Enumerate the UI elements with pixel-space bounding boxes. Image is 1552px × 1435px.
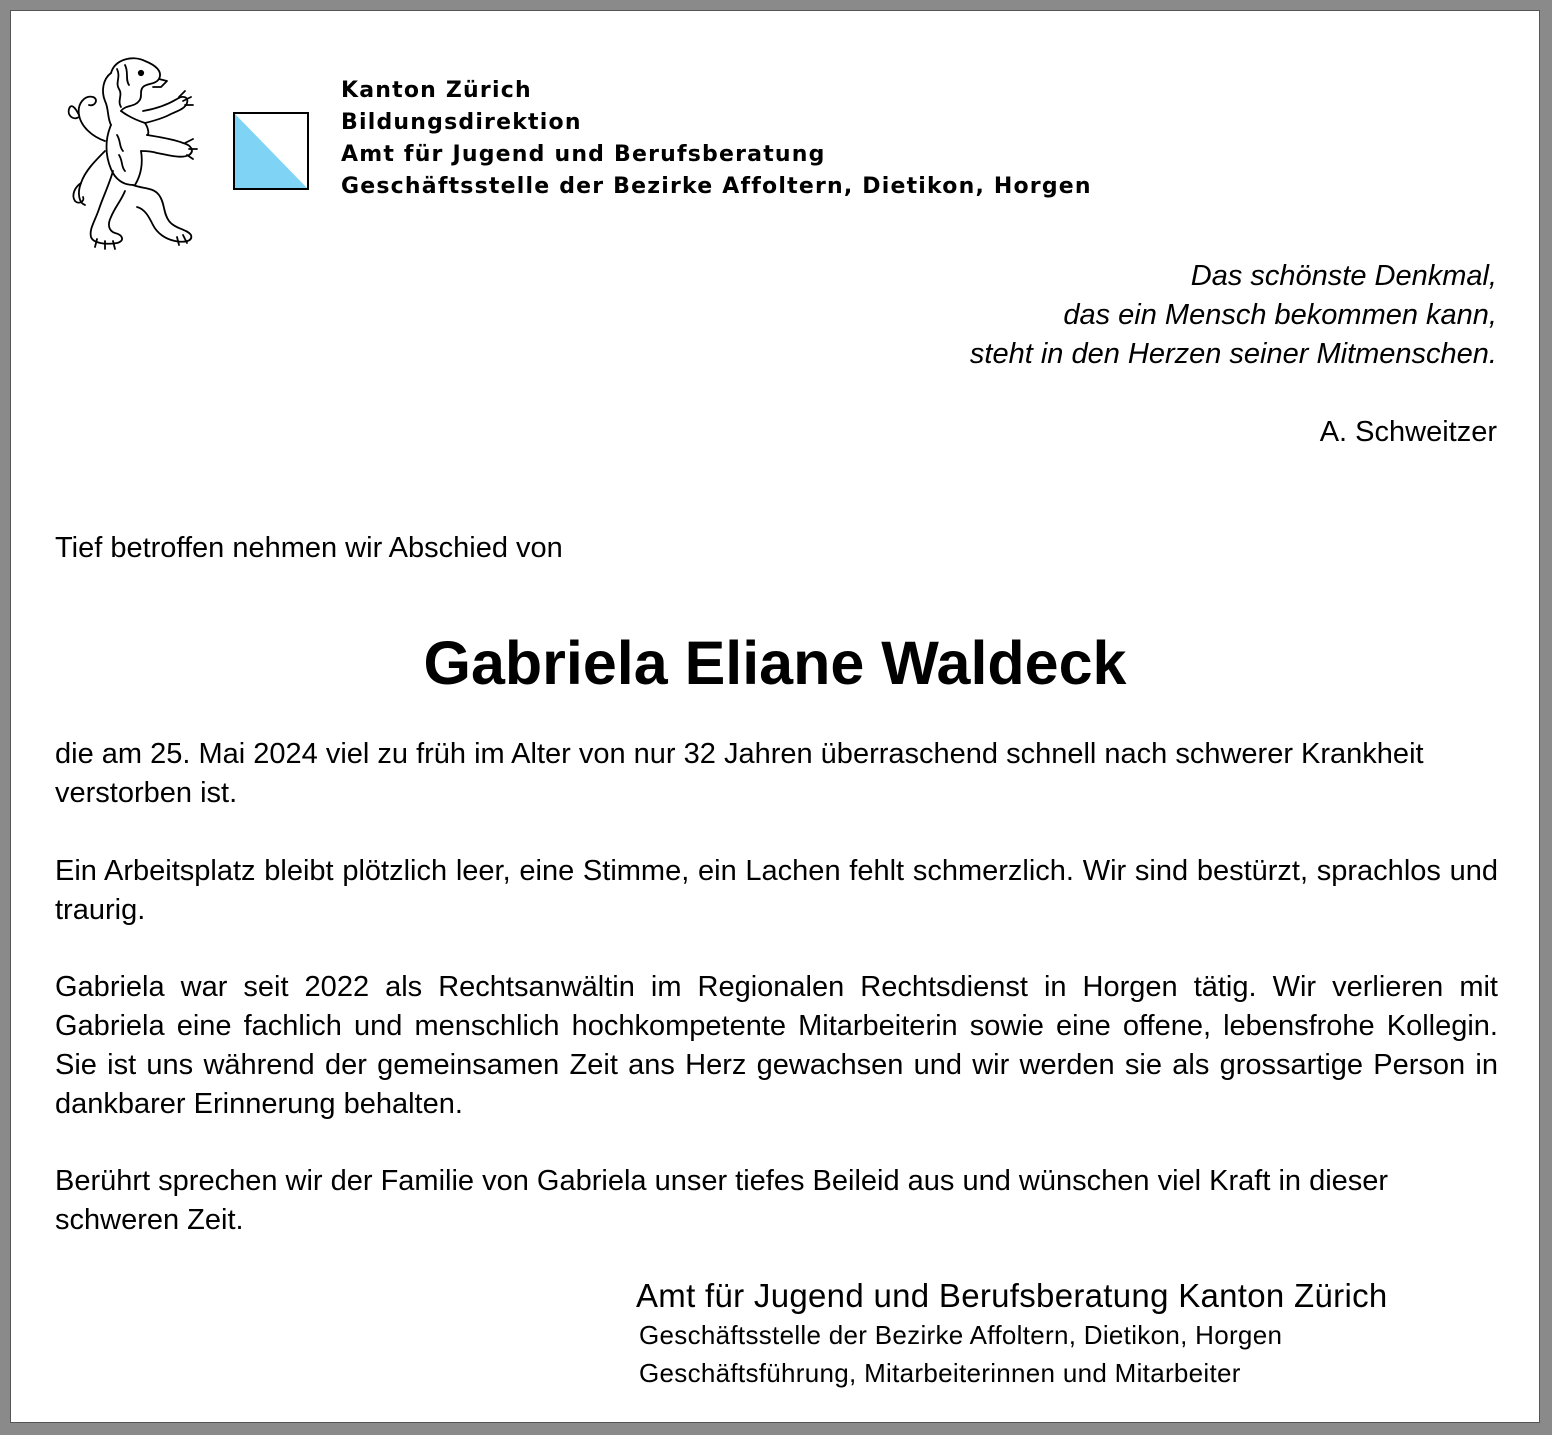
paragraph-death-notice: die am 25. Mai 2024 viel zu früh im Alter von nur 32 Jahren überraschend schnell nach schwerer Krankheit verstorben ist.	[55, 738, 1424, 809]
signature-block	[636, 1276, 1388, 1392]
quote-line: Das schönste Denkmal,	[1190, 260, 1497, 292]
header-line-canton: Kanton Zürich	[341, 78, 532, 103]
organization-header	[341, 75, 1092, 203]
quote-line: steht in den Herzen seiner Mitmenschen.	[969, 338, 1497, 370]
paragraph-career: Gabriela war seit 2022 als Rechtsanwältin im Regionalen Rechtsdienst in Horgen tätig. Wir verlieren mit Gabriela eine fachlich und menschlich hochkompetente Mitarbeiterin sowie eine offene, lebensfrohe Kollegin. Sie ist uns während der gemeinsamen Zeit ans Herz gewachsen und wir werden sie als grossartige Person in dankbarer Erinnerung behalten.	[55, 971, 1498, 1120]
paragraph-condolences: Berührt sprechen wir der Familie von Gabriela unser tiefes Beileid aus und wünschen viel Kraft in dieser schweren Zeit.	[55, 1165, 1389, 1236]
header-line-branch: Geschäftsstelle der Bezirke Affoltern, Dietikon, Horgen	[341, 174, 1092, 199]
header-line-office: Amt für Jugend und Berufsberatung	[341, 142, 826, 167]
zurich-canton-flag-icon	[233, 112, 309, 190]
quote-author: A. Schweitzer	[1319, 416, 1497, 448]
obituary-notice	[10, 10, 1540, 1423]
paragraph-loss: Ein Arbeitsplatz bleibt plötzlich leer, eine Stimme, ein Lachen fehlt schmerzlich. Wir sind bestürzt, sprachlos und traurig.	[55, 855, 1498, 926]
signature-staff: Geschäftsführung, Mitarbeiterinnen und Mitarbeiter	[639, 1358, 1241, 1388]
intro-text: Tief betroffen nehmen wir Abschied von	[55, 532, 563, 564]
zurich-lion-emblem-icon	[59, 51, 209, 251]
signature-organization: Amt für Jugend und Berufsberatung Kanton Zürich	[636, 1277, 1388, 1314]
quote-line: das ein Mensch bekommen kann,	[1063, 299, 1497, 331]
signature-branch: Geschäftsstelle der Bezirke Affoltern, Dietikon, Horgen	[639, 1320, 1283, 1350]
deceased-name: Gabriela Eliane Waldeck	[423, 629, 1127, 697]
memorial-quote	[970, 257, 1497, 374]
header-line-directorate: Bildungsdirektion	[341, 110, 582, 135]
